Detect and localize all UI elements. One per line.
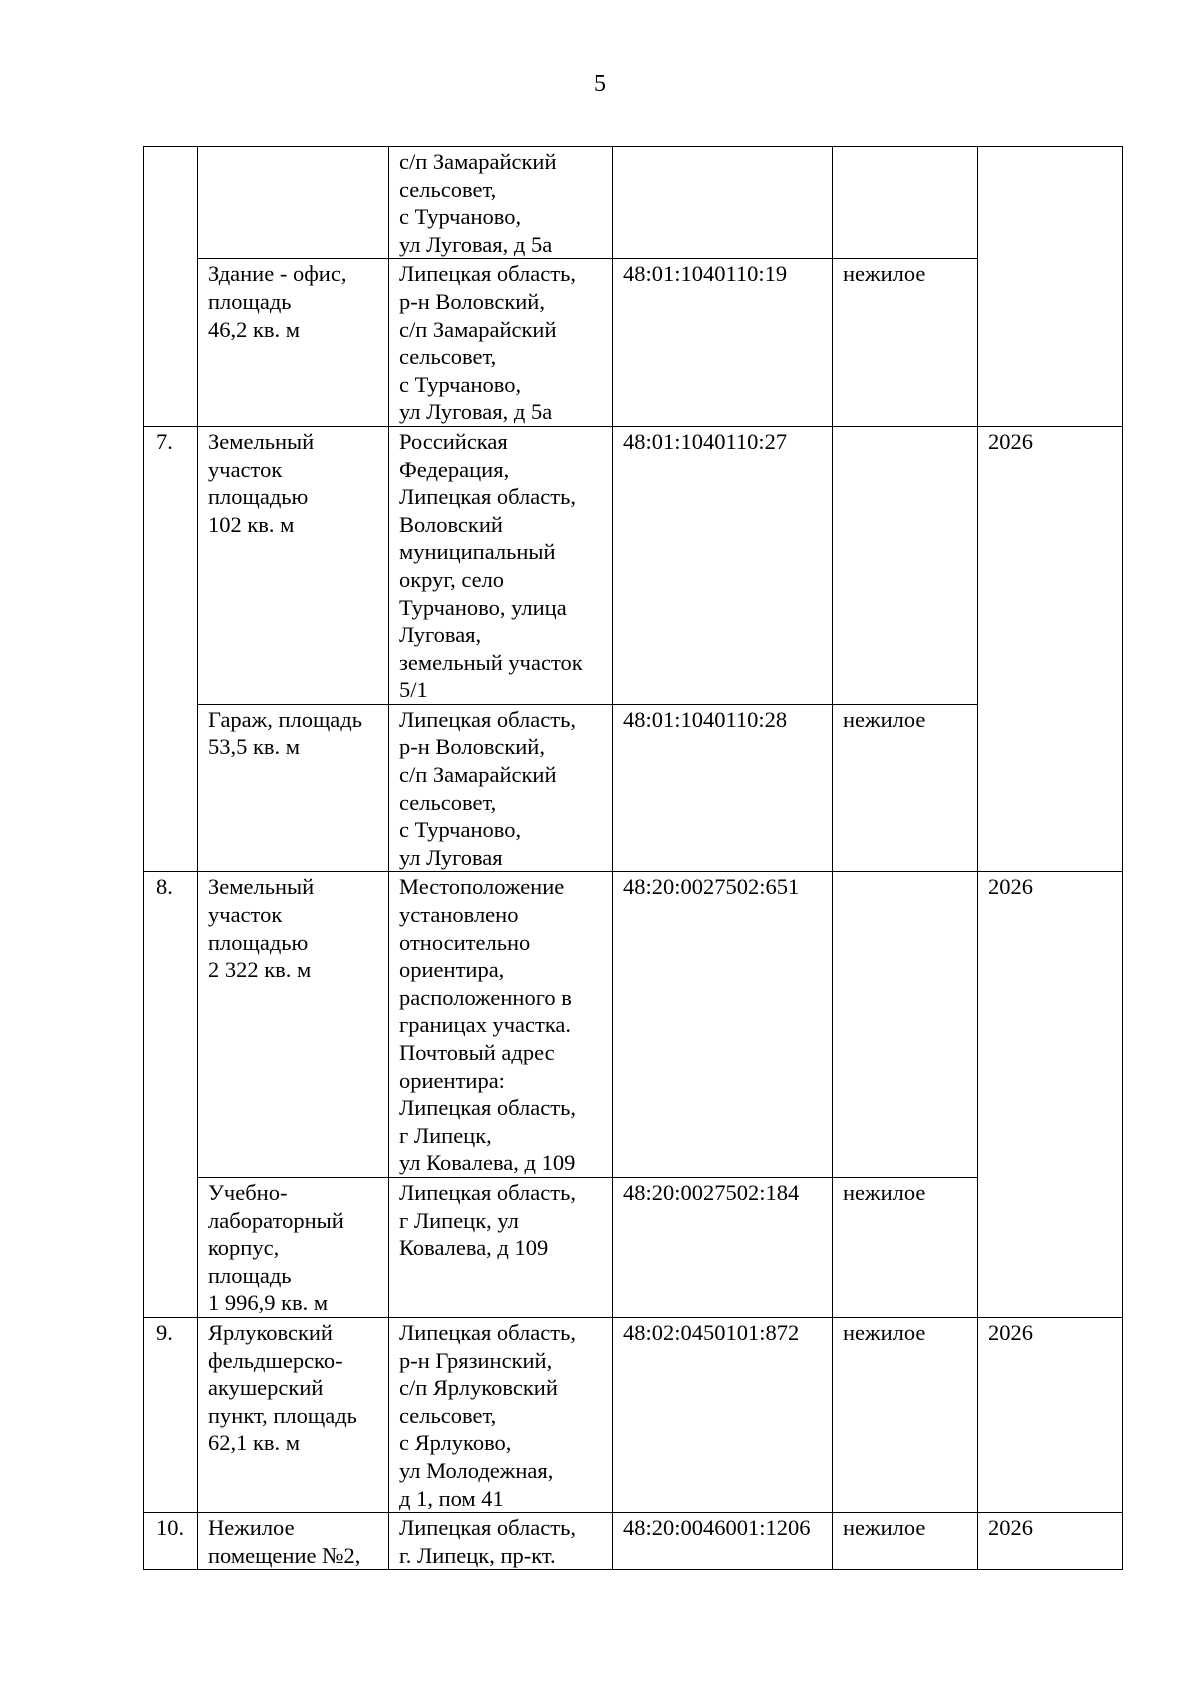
row-number-cell: 9. (144, 1317, 198, 1512)
table-row (144, 426, 1123, 704)
year-cell (978, 147, 1123, 427)
table-row (144, 1177, 1123, 1317)
row-number-cell: 8. (144, 872, 198, 1318)
row-number-cell (144, 147, 198, 427)
table-row (144, 147, 1123, 259)
cadastral-number-cell: 48:01:1040110:28 (613, 704, 833, 872)
address-cell: с/п Замарайский сельсовет, с Турчаново, ул Луговая, д 5а (389, 147, 613, 259)
address-cell: Российская Федерация, Липецкая область, Воловский муниципальный округ, село Турчаново, улица Луговая, земельный участок 5/1 (389, 426, 613, 704)
row-number-cell: 7. (144, 426, 198, 872)
address-cell: Липецкая область, г. Липецк, пр-кт. (389, 1513, 613, 1570)
year-cell: 2026 (978, 426, 1123, 872)
cadastral-number-cell: 48:01:1040110:19 (613, 259, 833, 427)
cadastral-number-cell: 48:01:1040110:27 (613, 426, 833, 704)
object-type-cell (833, 147, 978, 259)
object-type-cell: нежилое (833, 1317, 978, 1512)
object-cell: Гараж, площадь 53,5 кв. м (198, 704, 389, 872)
cadastral-number-cell: 48:20:0027502:184 (613, 1177, 833, 1317)
table-row (144, 259, 1123, 427)
address-cell: Местоположение установлено относительно ориентира, расположенного в границах участка. Почтовый адрес ориентира: Липецкая область, г Липецк, ул Ковалева, д 109 (389, 872, 613, 1178)
object-cell: Здание - офис, площадь 46,2 кв. м (198, 259, 389, 427)
object-cell: Ярлуковский фельдшерско- акушерский пункт, площадь 62,1 кв. м (198, 1317, 389, 1512)
object-cell: Земельный участок площадью 2 322 кв. м (198, 872, 389, 1178)
table-row (144, 704, 1123, 872)
object-cell: Учебно- лабораторный корпус, площадь 1 996,9 кв. м (198, 1177, 389, 1317)
object-type-cell: нежилое (833, 704, 978, 872)
address-cell: Липецкая область, г Липецк, ул Ковалева, д 109 (389, 1177, 613, 1317)
address-cell: Липецкая область, р-н Воловский, с/п Замарайский сельсовет, с Турчаново, ул Луговая, д 5а (389, 259, 613, 427)
object-type-cell (833, 426, 978, 704)
table-row (144, 1317, 1123, 1512)
year-cell: 2026 (978, 1513, 1123, 1570)
cadastral-number-cell: 48:02:0450101:872 (613, 1317, 833, 1512)
cadastral-number-cell (613, 147, 833, 259)
cadastral-number-cell: 48:20:0046001:1206 (613, 1513, 833, 1570)
address-cell: Липецкая область, р-н Воловский, с/п Замарайский сельсовет, с Турчаново, ул Луговая (389, 704, 613, 872)
property-table (143, 146, 1123, 1570)
cadastral-number-cell: 48:20:0027502:651 (613, 872, 833, 1178)
object-cell: Земельный участок площадью 102 кв. м (198, 426, 389, 704)
row-number-cell: 10. (144, 1513, 198, 1570)
object-type-cell (833, 872, 978, 1178)
year-cell: 2026 (978, 1317, 1123, 1512)
object-cell (198, 147, 389, 259)
address-cell: Липецкая область, р-н Грязинский, с/п Ярлуковский сельсовет, с Ярлуково, ул Молодежная, д 1, пом 41 (389, 1317, 613, 1512)
year-cell: 2026 (978, 872, 1123, 1318)
page-number: 5 (594, 71, 606, 97)
table-row (144, 1513, 1123, 1570)
object-type-cell: нежилое (833, 1177, 978, 1317)
object-type-cell: нежилое (833, 259, 978, 427)
object-cell: Нежилое помещение №2, (198, 1513, 389, 1570)
object-type-cell: нежилое (833, 1513, 978, 1570)
table-row (144, 872, 1123, 1178)
